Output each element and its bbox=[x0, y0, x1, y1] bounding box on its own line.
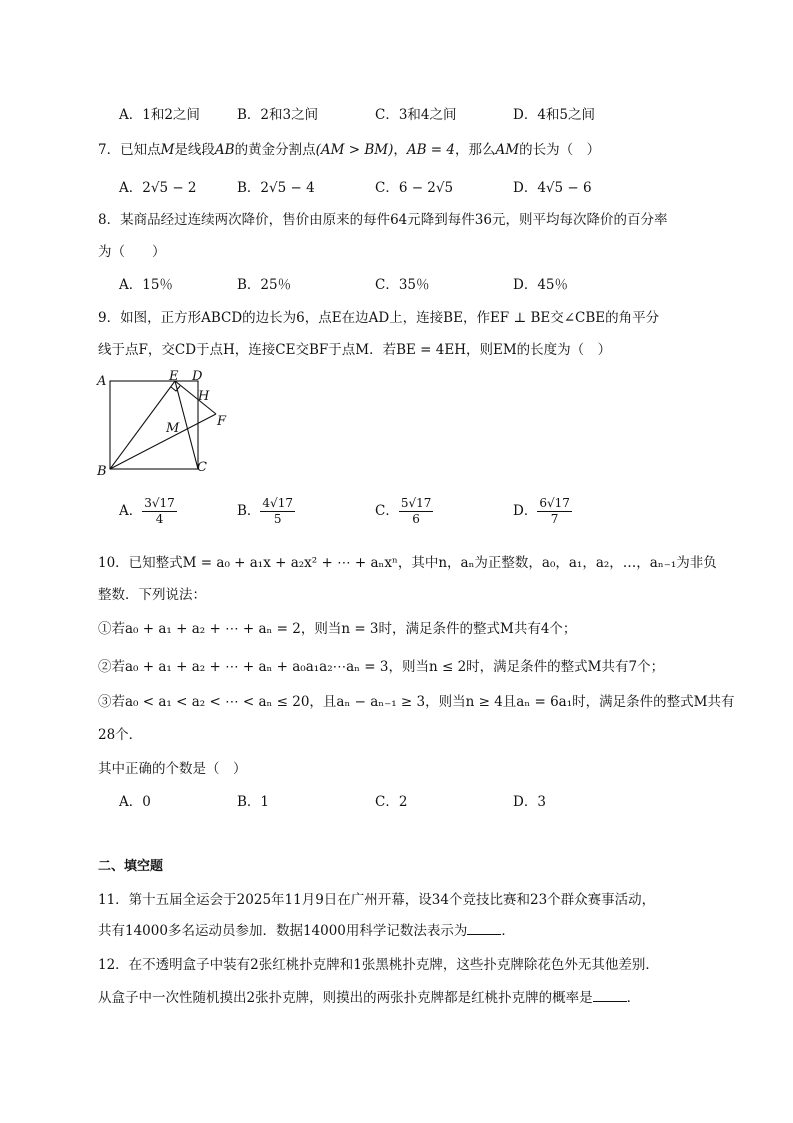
q7-stem-text: 的长为（ ） bbox=[519, 142, 601, 158]
q8-line2: 为（ ） bbox=[98, 244, 166, 260]
q7-stem-text: 7．已知点 bbox=[98, 142, 161, 158]
q6-option-b: B．2和3之间 bbox=[237, 107, 319, 123]
right-angle-mark bbox=[171, 386, 180, 391]
q11-answer-blank[interactable] bbox=[467, 922, 501, 935]
q6-option-a: A．1和2之间 bbox=[119, 107, 200, 123]
q6-option-d: D．4和5之间 bbox=[513, 107, 596, 123]
q7-option-b: B．2√5 − 4 bbox=[237, 180, 315, 196]
fraction-numerator: 6√17 bbox=[539, 496, 570, 510]
q10-option-d: D．3 bbox=[513, 794, 546, 810]
fraction bbox=[537, 496, 572, 527]
q9-line1: 9．如图，正方形ABCD的边长为6，点E在边AD上，连接BE，作EF ⊥ BE交∠CBE的角平分 bbox=[98, 310, 660, 326]
q10-statement-3: ③若a₀ < a₁ < a₂ < ⋯ < aₙ ≤ 20，且aₙ − aₙ₋₁ ≥ 3，则当n ≥ 4且aₙ = 6a₁时，满足条件的整式M共有 bbox=[98, 694, 735, 710]
label-e: E bbox=[169, 369, 179, 384]
fraction bbox=[260, 496, 295, 527]
q11-line2 bbox=[98, 919, 515, 939]
q7-option-d: D．4√5 − 6 bbox=[513, 180, 592, 196]
q9-option-c bbox=[375, 496, 433, 527]
q7-stem-text: ，那么 bbox=[455, 142, 496, 158]
fraction-denominator: 6 bbox=[412, 512, 420, 526]
segment-ef bbox=[175, 381, 216, 414]
q7-condition: (AM > BM) bbox=[315, 142, 394, 158]
option-letter: B． bbox=[237, 503, 261, 519]
q10-statement-3-end: 28个． bbox=[98, 727, 143, 743]
fraction-denominator: 7 bbox=[550, 512, 559, 526]
fraction-denominator: 5 bbox=[273, 512, 282, 526]
q9-line2: 线于点F，交CD于点H，连接CE交BF于点M．若BE = 4EH，则EM的长度为（ ） bbox=[98, 342, 612, 358]
label-a: A bbox=[97, 374, 107, 389]
option-letter: D． bbox=[513, 503, 538, 519]
q10-line1: 10．已知整式M = a₀ + a₁x + a₂x² + ⋯ + aₙxⁿ，其中n，aₙ为正整数，a₀，a₁，a₂，…，aₙ₋₁为非负 bbox=[98, 555, 717, 571]
option-letter: A． bbox=[119, 503, 143, 519]
q9-options bbox=[0, 496, 793, 536]
q9-option-b bbox=[237, 496, 295, 527]
q7-ab-value: AB = 4 bbox=[406, 142, 455, 158]
q7-stem-text: 的黄金分割点 bbox=[234, 142, 316, 158]
q12-line2-text: 从盒子中一次性随机摸出2张扑克牌，则摸出的两张扑克牌都是红桃扑克牌的概率是 bbox=[98, 990, 593, 1006]
q6-option-c: C．3和4之间 bbox=[375, 107, 457, 123]
q7-option-c: C．6 − 2√5 bbox=[375, 180, 454, 196]
q10-statement-2: ②若a₀ + a₁ + a₂ + ⋯ + aₙ + a₀a₁a₂⋯aₙ = 3，则当n ≤ 2时，满足条件的整式M共有7个； bbox=[98, 659, 665, 675]
fraction bbox=[142, 496, 177, 527]
q7-options bbox=[0, 176, 793, 196]
q8-option-c: C．35％ bbox=[375, 277, 430, 293]
q11-end-punct: ． bbox=[501, 923, 515, 939]
option-letter: C． bbox=[375, 503, 399, 519]
label-b: B bbox=[97, 464, 107, 479]
q8-option-d: D．45％ bbox=[513, 277, 569, 293]
fraction-denominator: 4 bbox=[155, 512, 164, 526]
q12-end-punct: ． bbox=[626, 990, 641, 1006]
label-c: C bbox=[197, 460, 207, 475]
q10-options bbox=[0, 790, 793, 810]
q9-figure bbox=[95, 368, 235, 480]
q7-stem-text: 是线段 bbox=[174, 142, 215, 158]
square-abcd bbox=[110, 381, 198, 469]
q9-option-a bbox=[119, 496, 177, 527]
q10-option-b: B．1 bbox=[237, 794, 270, 810]
q10-ask: 其中正确的个数是（ ） bbox=[98, 761, 247, 777]
label-d: D bbox=[192, 369, 203, 384]
label-m: M bbox=[166, 421, 180, 436]
q10-statement-1: ①若a₀ + a₁ + a₂ + ⋯ + aₙ = 2，则当n = 3时，满足条件的整式M共有4个； bbox=[98, 621, 577, 637]
q10-line2: 整数．下列说法： bbox=[98, 587, 206, 603]
fraction-numerator: 5√17 bbox=[400, 496, 432, 510]
q11-line1: 11．第十五届全运会于2025年11月9日在广州开幕，设34个竞技比赛和23个群众赛事活动， bbox=[98, 892, 656, 908]
q6-options bbox=[0, 103, 793, 123]
q8-option-b: B．25％ bbox=[237, 277, 292, 293]
section-fill-in-title: 二、填空题 bbox=[98, 859, 164, 874]
q7-stem: 7．已知点M是线段AB的黄金分割点(AM > BM)，AB = 4，那么AM的长为（ ） bbox=[98, 142, 601, 158]
label-f: F bbox=[217, 414, 227, 429]
fraction-numerator: 3√17 bbox=[144, 496, 175, 510]
q12-line2 bbox=[98, 986, 640, 1006]
fraction bbox=[399, 496, 434, 527]
q7-option-a: A．2√5 − 2 bbox=[119, 180, 197, 196]
q9-option-d bbox=[513, 496, 572, 527]
q8-option-a: A．15％ bbox=[119, 277, 173, 293]
label-h: H bbox=[198, 389, 210, 404]
q8-line1: 8．某商品经过连续两次降价，售价由原来的每件64元降到每件36元，则平均每次降价的百分率 bbox=[98, 212, 668, 228]
fraction-numerator: 4√17 bbox=[262, 496, 293, 510]
q12-line1: 12．在不透明盒子中装有2张红桃扑克牌和1张黑桃扑克牌，这些扑克牌除花色外无其他差别． bbox=[98, 957, 659, 973]
q12-answer-blank[interactable] bbox=[593, 989, 627, 1002]
q10-option-c: C．2 bbox=[375, 794, 408, 810]
q10-option-a: A．0 bbox=[119, 794, 151, 810]
q8-options bbox=[0, 273, 793, 293]
q11-line2-text: 共有14000多名运动员参加．数据14000用科学记数法表示为 bbox=[98, 923, 468, 939]
